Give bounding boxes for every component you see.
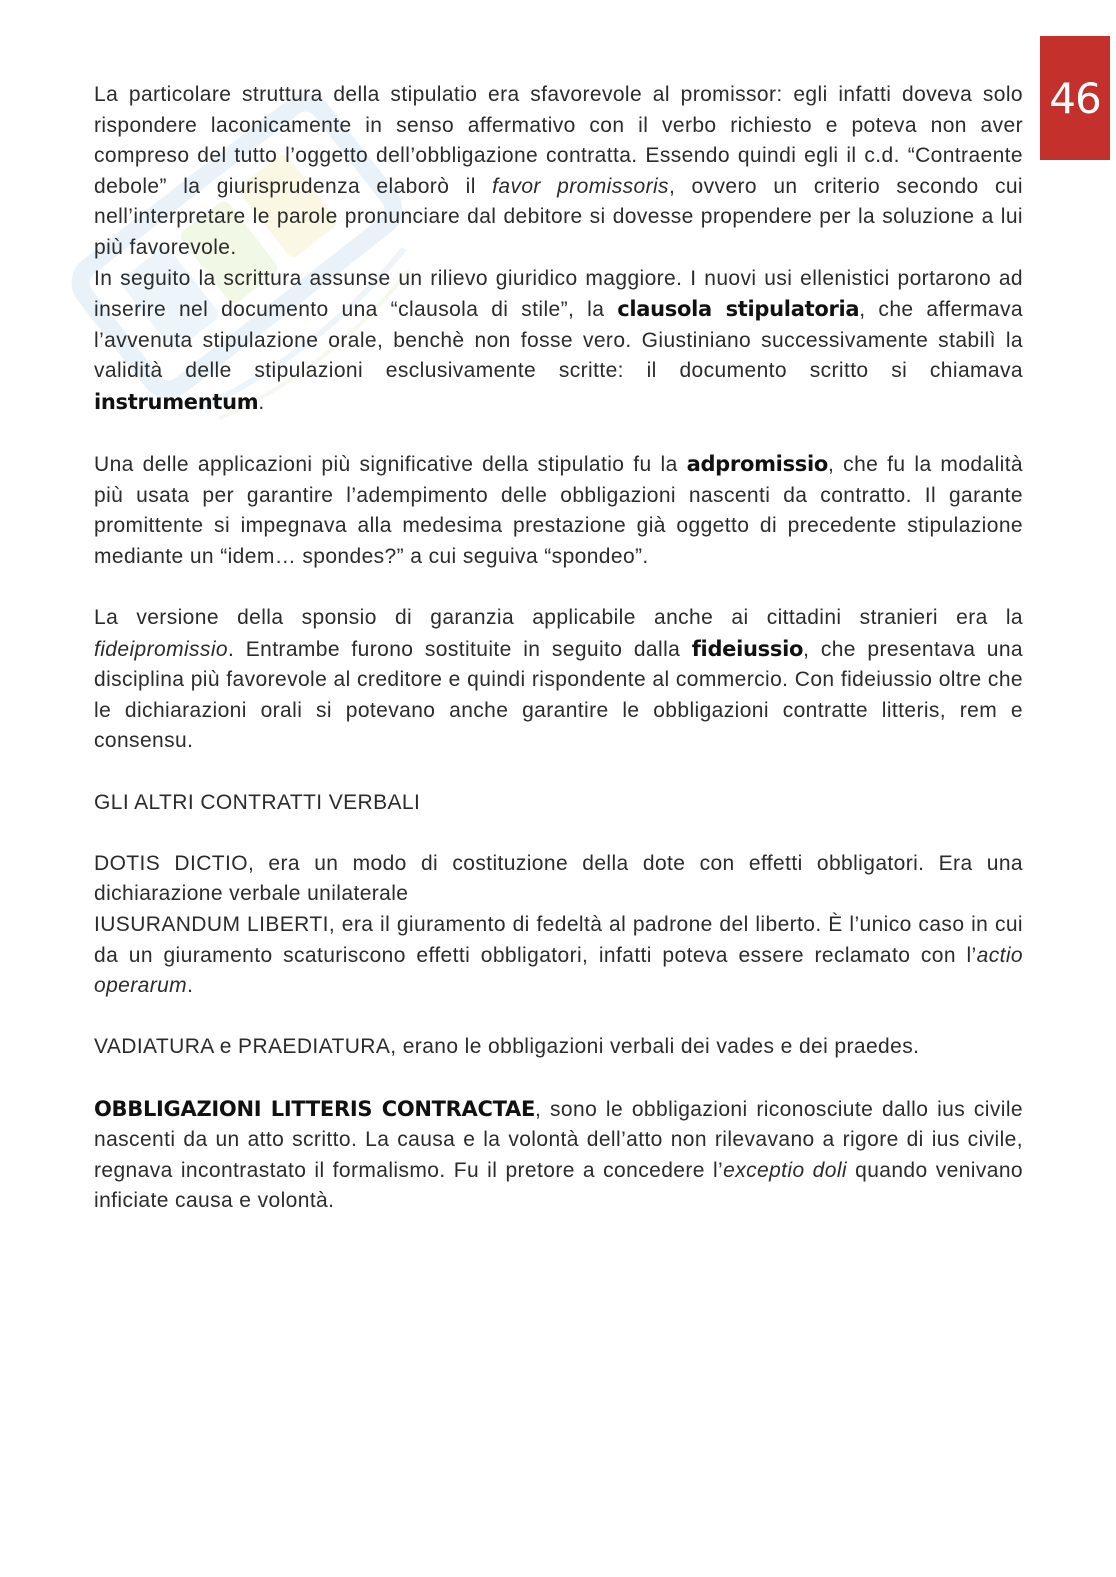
document-body <box>94 80 1023 1217</box>
page-number-badge <box>1040 36 1110 160</box>
text-run: , che affermava l’avvenuta stipulazione orale, benchè non fosse vero. Giustiniano successivamente stabilì la validità delle stipulazioni esclusivamente scritte: il documento scritto si chiamava <box>94 298 1023 383</box>
bold-term: adpromissio <box>686 452 829 477</box>
section-heading: GLI ALTRI CONTRATTI VERBALI <box>94 790 421 814</box>
text-run: IUSURANDUM LIBERTI, era il giuramento di fedeltà al padrone del liberto. È l’unico caso in cui da un giuramento scaturiscono effetti obbligatori, infatti poteva essere reclamato con l’ <box>94 913 1023 967</box>
text-run: . <box>187 974 194 998</box>
text-run: La particolare struttura della stipulatio era sfavorevole al promissor: egli infatti doveva solo rispondere laconicamente in senso affermativo con il verbo richiesto e poteva non aver compreso del tutto l’oggetto dell’obbligazione contratta. Essendo quindi egli il c.d. “Contraente debole” la giurisprudenza elaborò il <box>94 83 1023 198</box>
italic-term: actio operarum <box>94 943 1023 998</box>
paragraph-dotis-dictio: DOTIS DICTIO, era un modo di costituzione della dote con effetti obbligatori. Era una dichiarazione verbale unilaterale <box>94 851 1023 906</box>
paragraph-adpromissio <box>94 449 1023 572</box>
paragraph-scrittura <box>94 264 1023 419</box>
bold-term: OBBLIGAZIONI LITTERIS CONTRACTAE <box>94 1096 535 1121</box>
text-run: Una delle applicazioni più significative della stipulatio fu la <box>94 453 687 477</box>
text-run: , sono le obbligazioni riconosciute dallo ius civile nascenti da un atto scritto. La causa e la volontà dell’atto non rilevavano a rigore di ius civile, regnava incontrastato il formalismo. Fu il pretore a concedere l’ <box>94 1097 1023 1182</box>
text-run: , ovvero un criterio secondo cui nell’interpretare le parole pronunciare dal debitore si dovesse propendere per la soluzione a lui più favorevole. <box>94 174 1024 259</box>
text-run: . Entrambe furono sostituite in seguito dalla <box>227 637 692 661</box>
text-run: La versione della sponsio di garanzia applicabile anche ai cittadini stranieri era la <box>94 606 1023 630</box>
text-run: , che presentava una disciplina più favorevole al creditore e quindi rispondente al commercio. Con fideiussio oltre che le dichiarazioni orali si potevano anche garantire le obbligazioni contratte litteris, rem e consensu. <box>94 637 1024 753</box>
italic-term: fideipromissio <box>94 637 228 661</box>
text-run: , che fu la modalità più usata per garantire l’adempimento delle obbligazioni nascenti da contratto. Il garante promittente si impegnava alla medesima prestazione già oggetto di precedente stipulazione mediante un “idem… spondes?” a cui seguiva “spondeo”. <box>94 453 1024 568</box>
paragraph-iusurandum <box>94 910 1023 1002</box>
paragraph-stipulatio <box>94 80 1023 264</box>
bold-term: instrumentum <box>94 389 259 414</box>
paragraph-fideipromissio <box>94 603 1023 757</box>
paragraph-vadiatura: VADIATURA e PRAEDIATURA, erano le obbligazioni verbali dei vades e dei praedes. <box>94 1035 920 1059</box>
paragraph-litteris <box>94 1094 1023 1217</box>
page-number: 46 <box>1049 73 1101 123</box>
italic-term: exceptio doli <box>723 1158 847 1182</box>
bold-term: clausola stipulatoria <box>617 297 860 322</box>
bold-term: fideiussio <box>691 636 804 661</box>
text-run: In seguito la scrittura assunse un rilievo giuridico maggiore. I nuovi usi ellenistici portarono ad inserire nel documento una “clausola di stile”, la <box>94 266 1023 322</box>
text-run: quando venivano inficiate causa e volontà. <box>94 1158 1023 1213</box>
text-run: . <box>258 390 265 414</box>
italic-term: favor promissoris <box>492 174 669 198</box>
